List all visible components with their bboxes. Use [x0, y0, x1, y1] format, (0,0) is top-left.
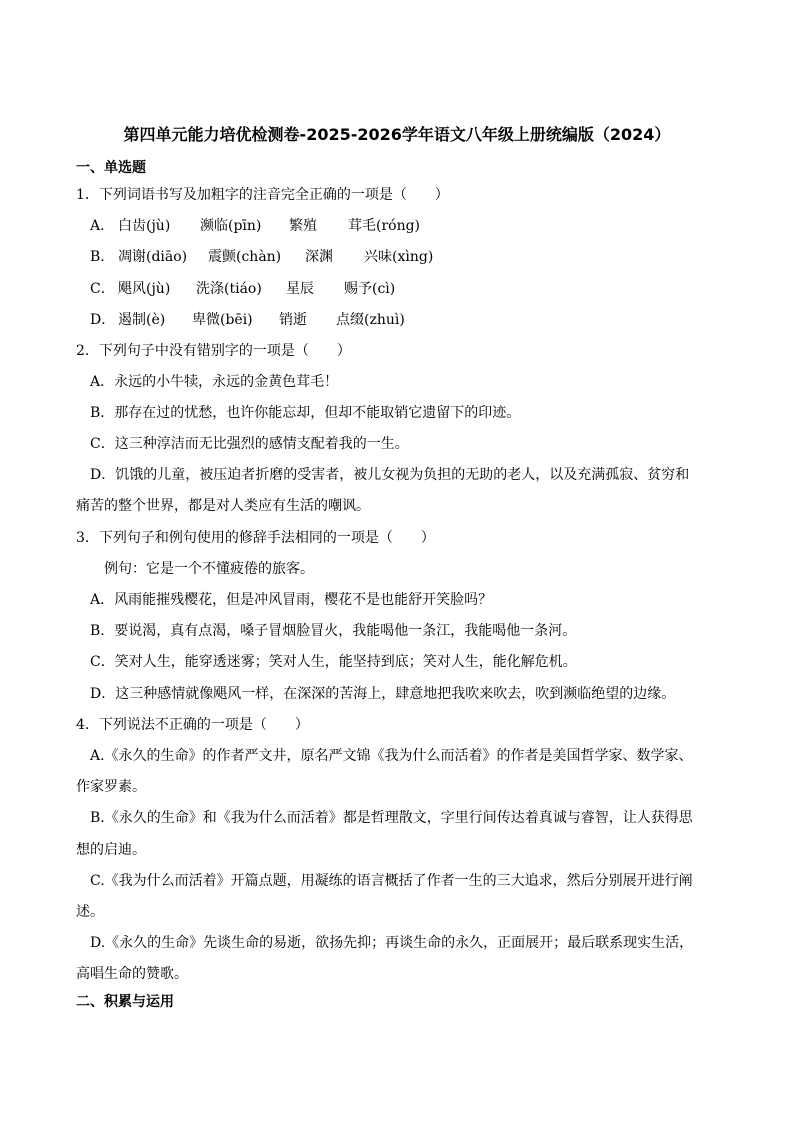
- option-word: 飓风(jù): [118, 281, 171, 297]
- question-3-option-b: B．要说渴，真有点渴，嗓子冒烟脸冒火，我能喝他一条江，我能喝他一条河。: [90, 623, 577, 639]
- option-word: 凋谢(diāo): [118, 249, 188, 265]
- option-word: 星辰: [286, 281, 314, 297]
- option-word: 繁殖: [289, 218, 317, 234]
- option-word: 震颤(chàn): [208, 249, 282, 265]
- section-heading-accumulation-application: 二、积累与运用: [76, 994, 174, 1010]
- option-word: 遏制(è): [118, 312, 166, 328]
- option-word: 点缀(zhuì): [336, 312, 405, 328]
- question-3-option-a: A．风雨能摧残樱花，但是冲风冒雨，樱花不是也能舒开笑脸吗？: [90, 592, 493, 608]
- question-4-option-b-continued: 想的启迪。: [76, 842, 146, 858]
- question-4-option-d: D.《永久的生命》先谈生命的易逝，欲扬先抑；再谈生命的永久，正面展开；最后联系现实生活，: [90, 935, 694, 951]
- question-4-option-b: B.《永久的生命》和《我为什么而活着》都是哲理散文，字里行间传达着真诚与睿智，让人获得思: [90, 810, 693, 826]
- question-2-option-c: C．这三种淳洁而无比强烈的感情支配着我的一生。: [90, 436, 409, 452]
- question-2-stem: 2．下列句子中没有错别字的一项是（ ）: [76, 343, 351, 359]
- option-word: 销逝: [279, 312, 307, 328]
- option-label: D．: [90, 312, 116, 328]
- question-4-option-c: C.《我为什么而活着》开篇点题，用凝练的语言概括了作者一生的三大追求，然后分别展开进行阐: [90, 873, 693, 889]
- option-label: C．: [90, 281, 115, 297]
- question-3-stem: 3．下列句子和例句使用的修辞手法相同的一项是（ ）: [76, 530, 435, 546]
- question-4-stem: 4．下列说法不正确的一项是（ ）: [76, 717, 309, 733]
- option-word: 赐予(cì): [344, 281, 396, 297]
- option-word: 茸毛(róng): [348, 218, 421, 234]
- option-label: B．: [90, 249, 115, 265]
- option-word: 深渊: [305, 249, 333, 265]
- option-word: 兴味(xìng): [364, 249, 434, 265]
- option-label: A．: [90, 218, 115, 234]
- question-3-example: 例句：它是一个不懂疲倦的旅客。: [104, 561, 314, 577]
- question-4-option-a-continued: 作家罗素。: [76, 779, 146, 795]
- option-word: 白齿(jù): [118, 218, 171, 234]
- section-heading-single-choice: 一、单选题: [76, 160, 146, 176]
- question-4-option-d-continued: 高唱生命的赞歌。: [76, 966, 188, 982]
- question-4-option-c-continued: 述。: [76, 904, 104, 920]
- page-title: 第四单元能力培优检测卷-2025-2026学年语文八年级上册统编版（2024）: [123, 125, 671, 144]
- question-2-option-d-continued: 痛苦的整个世界，都是对人类应有生活的嘲讽。: [76, 498, 370, 514]
- option-word: 卑微(bēi): [192, 312, 253, 328]
- option-word: 濒临(pīn): [200, 218, 262, 234]
- option-word: 洗涤(tiáo): [196, 281, 262, 297]
- question-1-stem: 1．下列词语书写及加粗字的注音完全正确的一项是（ ）: [76, 187, 449, 203]
- question-4-option-a: A.《永久的生命》的作者严文井，原名严文锦《我为什么而活着》的作者是美国哲学家、数学家、: [90, 748, 693, 764]
- question-2-option-a: A．永远的小牛犊，永远的金黄色茸毛！: [90, 374, 339, 390]
- question-3-option-c: C．笑对人生，能穿透迷雾；笑对人生，能坚持到底；笑对人生，能化解危机。: [90, 654, 577, 670]
- question-3-option-d: D．这三种感情就像飓风一样，在深深的苦海上，肆意地把我吹来吹去，吹到濒临绝望的边缘。: [90, 686, 676, 702]
- question-2-option-d: D．饥饿的儿童，被压迫者折磨的受害者，被儿女视为负担的无助的老人，以及充满孤寂、贫穷和: [90, 467, 690, 483]
- question-2-option-b: B．那存在过的忧愁，也许你能忘却，但却不能取销它遗留下的印迹。: [90, 405, 521, 421]
